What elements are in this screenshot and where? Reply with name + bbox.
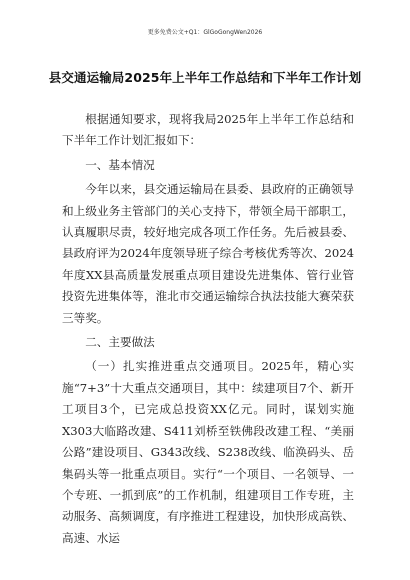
intro-paragraph: 根据通知要求，现将我局2025年上半年工作总结和下半年工作计划汇报如下：	[62, 112, 354, 148]
section-heading-basic-situation: 一、基本情况	[85, 157, 155, 172]
document-title: 县交通运输局2025年上半年工作总结和下半年工作计划	[48, 70, 362, 85]
document-body	[62, 109, 354, 549]
basic-situation-paragraph: 今年以来，县交通运输局在县委、县政府的正确领导和上级业务主管部门的关心支持下，带领全局干部职工，认真履职尽责，较好地完成各项工作任务。先后被县委、县政府评为2024年度领导班子综合考核优秀等次、2024年度XX县高质量发展重点项目建设先进集体、管行业管投资先进集体等，淮北市交通运输综合执法技能大赛荣获三等奖。	[62, 182, 354, 325]
section-heading-main-practices: 二、主要做法	[85, 335, 155, 350]
key-projects-paragraph: （一）扎实推进重点交通项目。2025年，精心实施“7+3”十大重点交通项目，其中：续建项目7个、新开工项目3个，已完成总投资XX亿元。同时，谋划实施X303大临路改建、S411刘桥至铁佛段改建工程、“美丽公路”建设项目、G343改线、S238改线、临涣码头、岳集码头等一批重点项目。实行“一个项目、一名领导、一个专班、一抓到底”的工作机制，组建项目工作专班，主动服务、高频调度，有序推进工程建设，加快形成高铁、高速、水运	[62, 359, 354, 545]
header-note: 更多免费公文+Q1：GlGoGongWen2026	[147, 29, 263, 36]
